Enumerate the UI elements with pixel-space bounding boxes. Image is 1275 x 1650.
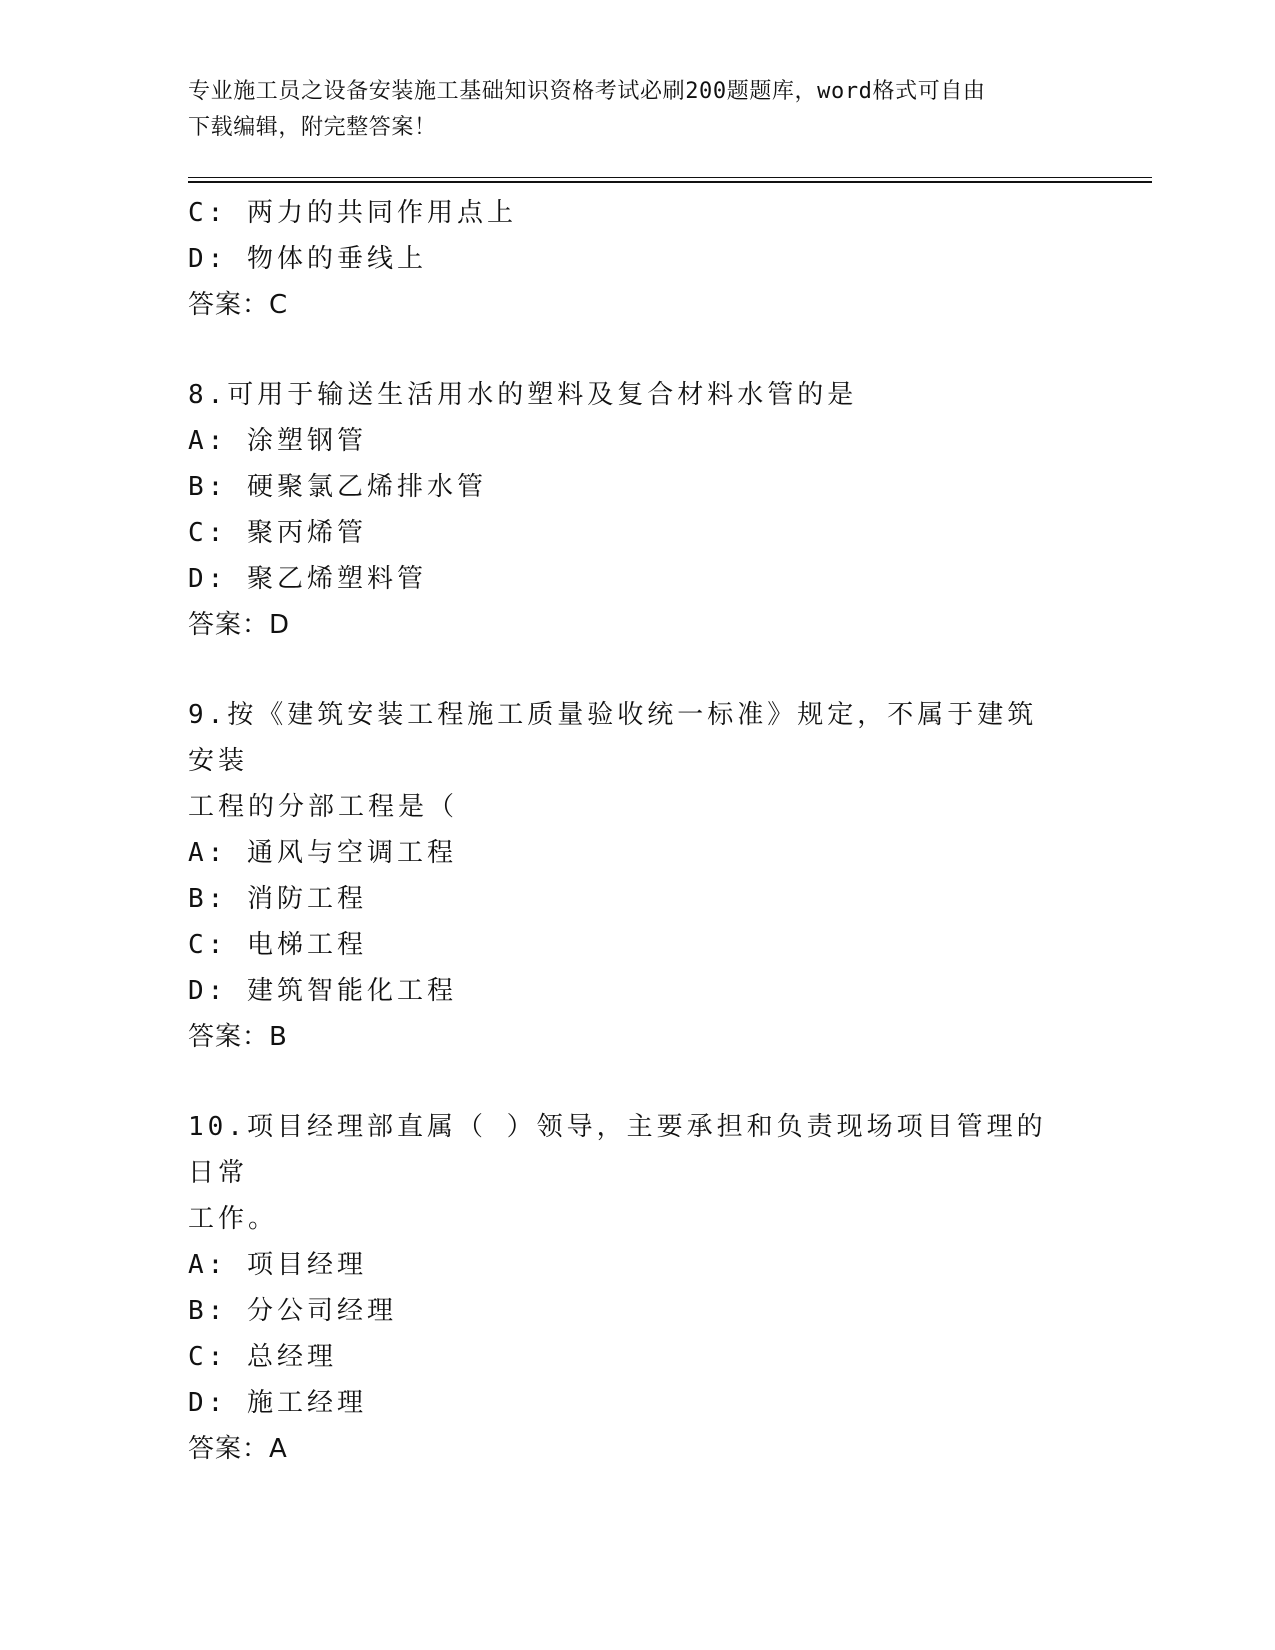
- spacer: [188, 648, 1088, 692]
- header-rule-thick: [188, 181, 1152, 183]
- header-line-2: 下载编辑，附完整答案！: [188, 115, 437, 140]
- option-c: C: 总经理: [188, 1342, 337, 1372]
- option-b: B: 硬聚氯乙烯排水管: [188, 472, 487, 502]
- spacer: [188, 1060, 1088, 1104]
- spacer: [188, 328, 1088, 372]
- option-b: B: 分公司经理: [188, 1296, 397, 1326]
- option-c: C: 两力的共同作用点上: [188, 198, 517, 228]
- question-text-line-2: 工程的分部工程是（: [188, 792, 459, 822]
- option-a: A: 涂塑钢管: [188, 426, 367, 456]
- option-c: C: 聚丙烯管: [188, 518, 367, 548]
- option-c: C: 电梯工程: [188, 930, 367, 960]
- answer-line: 答案：B: [188, 1022, 288, 1052]
- option-d: D: 建筑智能化工程: [188, 976, 457, 1006]
- answer-line: 答案：C: [188, 290, 289, 320]
- option-b: B: 消防工程: [188, 884, 367, 914]
- question-10: [188, 1104, 1088, 1472]
- answer-line: 答案：A: [188, 1434, 288, 1464]
- option-d: D: 聚乙烯塑料管: [188, 564, 427, 594]
- question-partial: [188, 190, 1088, 328]
- question-text-line-1: 9.按《建筑安装工程施工质量验收统一标准》规定，不属于建筑安装: [188, 700, 1038, 776]
- header-line-1: 专业施工员之设备安装施工基础知识资格考试必刷200题题库，word格式可自由: [188, 79, 986, 104]
- question-text-line-2: 工作。: [188, 1204, 279, 1234]
- answer-line: 答案：D: [188, 610, 291, 640]
- question-9: [188, 692, 1088, 1060]
- question-8: [188, 372, 1088, 648]
- option-d: D: 物体的垂线上: [188, 244, 427, 274]
- question-text-line-1: 10.项目经理部直属（ ）领导，主要承担和负责现场项目管理的日常: [188, 1112, 1047, 1188]
- question-list: [188, 190, 1088, 1472]
- option-a: A: 项目经理: [188, 1250, 367, 1280]
- option-a: A: 通风与空调工程: [188, 838, 457, 868]
- header-rule-thin: [188, 177, 1152, 178]
- document-header: [188, 74, 1088, 146]
- question-text: 8.可用于输送生活用水的塑料及复合材料水管的是: [188, 380, 858, 410]
- option-d: D: 施工经理: [188, 1388, 367, 1418]
